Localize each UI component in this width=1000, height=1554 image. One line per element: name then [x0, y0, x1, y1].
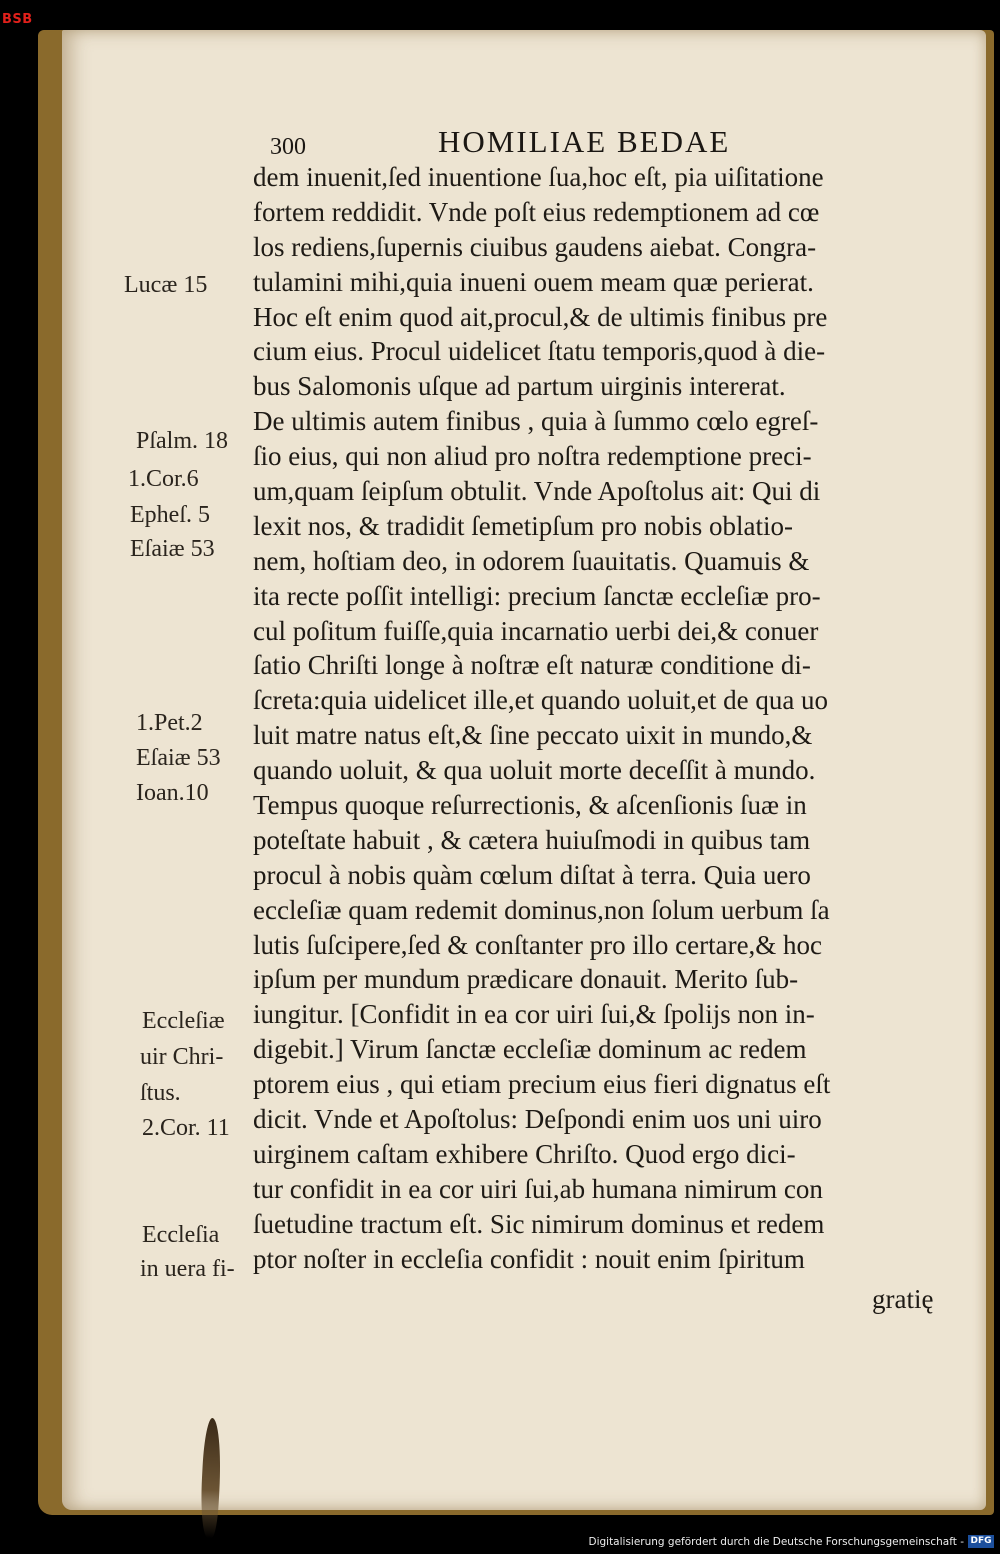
text-line: ſuetudine tractum eſt. Sic nimirum dominus et redem — [253, 1208, 825, 1239]
catchword: gratię — [872, 1284, 934, 1314]
text-line: luit matre natus eſt,& ſine peccato uixit in mundo,& — [253, 720, 813, 751]
text-line: Tempus quoque reſurrectionis, & aſcenſionis ſuæ in — [253, 790, 807, 821]
text-line: tulamini mihi,quia inueni ouem meam quæ perierat. — [253, 266, 814, 297]
text-line: quando uoluit, & qua uoluit morte deceſſit à mundo. — [253, 755, 816, 786]
text-line: um,quam ſeipſum obtulit. Vnde Apoſtolus ait: Qui di — [253, 476, 821, 507]
running-title: HOMILIAE BEDAE — [438, 124, 731, 159]
text-line: poteſtate habuit , & cætera huiuſmodi in quibus tam — [253, 824, 811, 855]
text-line: ſatio Chriſti longe à noſtræ eſt naturæ conditione di- — [253, 650, 811, 681]
text-line: dem inuenit,ſed inuentione ſua,hoc eſt, pia uiſitatione — [253, 162, 824, 192]
page-stain — [199, 1418, 223, 1539]
text-line: bus Salomonis uſque ad partum uirginis intererat. — [253, 371, 786, 402]
text-line: lutis ſuſcipere,ſed & conſtanter pro illo certare,& hoc — [253, 929, 823, 960]
margin-note: in uera fi- — [140, 1256, 235, 1282]
text-line: digebit.] Virum ſanctæ eccleſiæ dominum ac redem — [253, 1034, 807, 1065]
text-line: Hoc eſt enim quod ait,procul,& de ultimis finibus pre — [253, 301, 828, 332]
digitization-credit: Digitalisierung gefördert durch die Deutsche Forschungsgemeinschaft - — [588, 1536, 964, 1548]
margin-note: Pſalm. 18 — [136, 428, 229, 454]
text-line: nem, hoſtiam deo, in odorem ſuauitatis. Quamuis & — [253, 545, 810, 576]
margin-note: 2.Cor. 11 — [142, 1115, 230, 1141]
text-line: ſio eius, qui non aliud pro noſtra redemptione preci- — [253, 441, 812, 472]
margin-note: Eccleſiæ — [142, 1008, 225, 1034]
margin-note: ſtus. — [140, 1080, 181, 1106]
text-line: eccleſiæ quam redemit dominus,non ſolum uerbum ſa — [253, 894, 830, 925]
text-line: iungitur. [Confidit in ea cor uiri ſui,& ſpolijs non in- — [253, 999, 815, 1030]
library-mark: BSB — [2, 12, 33, 27]
margin-note: Eſaiæ 53 — [136, 745, 221, 771]
text-line: cium eius. Procul uidelicet ſtatu temporis,quod à die- — [253, 336, 826, 367]
page-number: 300 — [270, 134, 306, 160]
text-line: los rediens,ſupernis ciuibus gaudens aiebat. Congra- — [253, 231, 817, 262]
text-line: cul poſitum fuiſſe,quia incarnatio uerbi dei,& conuer — [253, 615, 819, 646]
text-line: procul à nobis quàm cœlum diſtat à terra. Quia uero — [253, 859, 811, 890]
text-line: ita recte poſſit intelligi: precium ſanctæ eccleſiæ pro- — [253, 580, 821, 611]
text-line: ptor noſter in eccleſia confidit : nouit enim ſpiritum — [253, 1243, 805, 1274]
text-line: ptorem eius , qui etiam precium eius fieri dignatus eſt — [253, 1069, 831, 1100]
text-line: uirginem caſtam exhibere Chriſto. Quod ergo dici- — [253, 1138, 796, 1169]
margin-note: uir Chri- — [140, 1044, 224, 1070]
text-line: dicit. Vnde et Apoſtolus: Deſpondi enim uos uni uiro — [253, 1104, 822, 1135]
margin-note: Eſaiæ 53 — [130, 536, 215, 562]
text-line: lexit nos, & tradidit ſemetipſum pro nobis oblatio- — [253, 510, 793, 541]
margin-note: 1.Cor.6 — [128, 466, 199, 492]
text-line: ipſum per mundum prædicare donauit. Merito ſub- — [253, 964, 799, 995]
text-line: De ultimis autem finibus , quia à ſummo cœlo egreſ- — [253, 406, 819, 437]
body-text — [253, 160, 953, 1277]
margin-note: Lucæ 15 — [124, 272, 208, 298]
margin-note: Epheſ. 5 — [130, 502, 210, 528]
text-line: tur confidit in ea cor uiri ſui,ab humana nimirum con — [253, 1173, 823, 1204]
margin-note: Ioan.10 — [136, 780, 209, 806]
margin-note: Eccleſia — [142, 1222, 220, 1248]
text-line: ſcreta:quia uidelicet ille,et quando uoluit,et de qua uo — [253, 685, 829, 716]
dfg-logo: DFG — [968, 1535, 994, 1548]
text-line: fortem reddidit. Vnde poſt eius redemptionem ad cœ — [253, 196, 820, 227]
margin-note: 1.Pet.2 — [136, 710, 203, 736]
